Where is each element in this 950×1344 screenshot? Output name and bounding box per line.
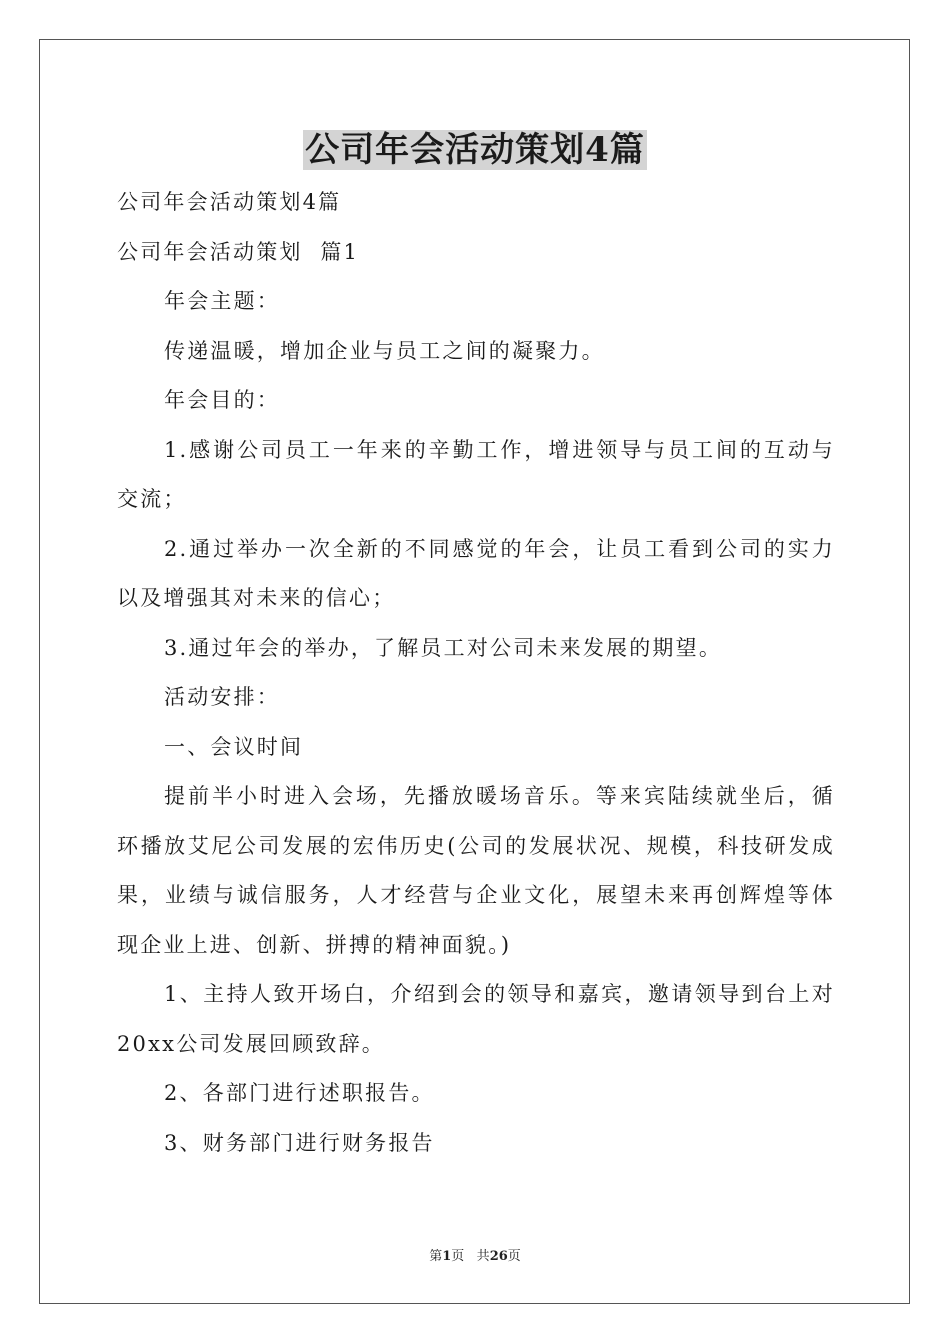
footer-total-prefix: 共 <box>476 1249 490 1264</box>
paragraph: 传递温暖，增加企业与员工之间的凝聚力。 <box>164 338 605 363</box>
document-body <box>117 178 835 1168</box>
paragraph: 2.通过举办一次全新的不同感觉的年会，让员工看到公司的实力以及增强其对未来的信心； <box>117 536 835 610</box>
paragraph: 2、各部门进行述职报告。 <box>164 1081 435 1105</box>
footer-total-pages: 26 <box>489 1249 508 1264</box>
paragraph: 3、财务部门进行财务报告 <box>164 1130 435 1155</box>
paragraph: 公司年会活动策划 篇1 <box>117 239 360 264</box>
footer-page-suffix: 页 <box>451 1249 465 1264</box>
document-title-text: 公司年会活动策划4篇 <box>305 130 645 170</box>
paragraph: 公司年会活动策划4篇 <box>117 190 342 214</box>
paragraph: 1.感谢公司员工一年来的辛勤工作，增进领导与员工间的互动与交流； <box>117 437 835 511</box>
document-title <box>0 128 950 172</box>
footer-total-suffix: 页 <box>507 1249 521 1264</box>
paragraph: 年会主题： <box>164 289 280 313</box>
footer-page-prefix: 第 <box>429 1249 443 1264</box>
paragraph: 提前半小时进入会场，先播放暖场音乐。等来宾陆续就坐后，循环播放艾尼公司发展的宏伟历史(公司的发展状况、规模，科技研发成果，业绩与诚信服务，人才经营与企业文化，展望未来再创辉煌等体现企业上进、创新、拼搏的精神面貌。) <box>117 784 835 957</box>
paragraph: 一、会议时间 <box>164 734 304 759</box>
page-footer <box>0 1248 950 1266</box>
paragraph: 1、主持人致开场白，介绍到会的领导和嘉宾，邀请领导到台上对20xx公司发展回顾致辞。 <box>117 982 835 1056</box>
paragraph: 年会目的： <box>164 388 280 412</box>
paragraph: 3.通过年会的举办，了解员工对公司未来发展的期望。 <box>164 635 723 660</box>
paragraph: 活动安排： <box>164 685 280 709</box>
footer-page-number: 1 <box>442 1249 452 1264</box>
